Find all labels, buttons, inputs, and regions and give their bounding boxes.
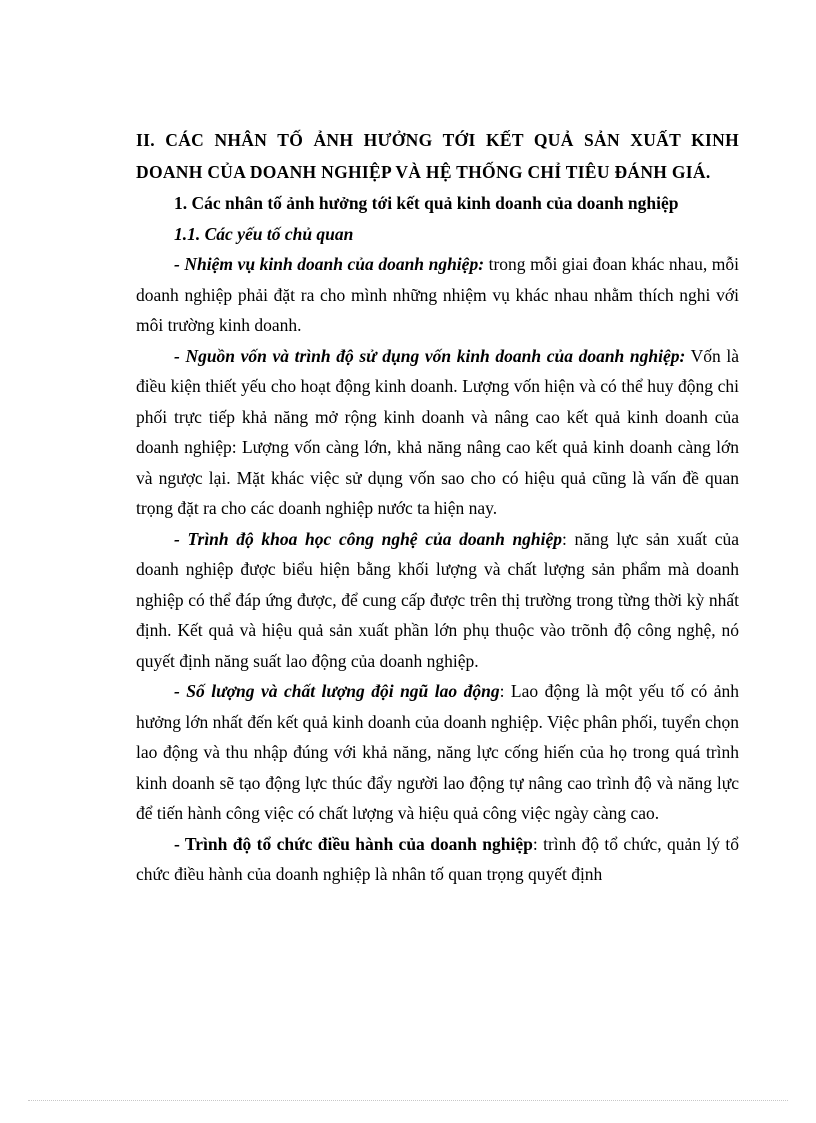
- paragraph-management: [136, 829, 739, 890]
- subheading: 1. Các nhân tố ảnh hưởng tới kết quả kinh doanh của doanh nghiệp: [174, 193, 679, 213]
- paragraph-body: : năng lực sản xuất của doanh nghiệp được biểu hiện bằng khối lượng và chất lượng sản phẩm mà doanh nghiệp có thể đáp ứng được, để cung cấp được trên thị trường trong từng thời kỳ nhất định. Kết quả và hiệu quả sản xuất phần lớn phụ thuộc vào trõnh độ công nghệ, nó quyết định năng suất lao động của doanh nghiệp.: [136, 528, 739, 671]
- paragraph-body: trong mỗi giai đoan khác nhau, mỗi doanh nghiệp phải đặt ra cho mình những nhiệm vụ khác nhau nhằm thích nghi với môi trường kinh doanh.: [136, 254, 740, 335]
- document-page: [136, 124, 739, 890]
- paragraph-lead: - Trình độ tổ chức điều hành của doanh nghiệp: [174, 833, 533, 854]
- paragraph-body: : trình độ tổ chức, quản lý tổ chức điều hành của doanh nghiệp là nhân tố quan trọng quyết định: [136, 833, 739, 884]
- paragraph-business-mission: [136, 249, 739, 341]
- paragraph-capital: [136, 341, 739, 524]
- paragraph-lead: - Nguồn vốn và trình độ sử dụng vốn kinh doanh của doanh nghiệp:: [174, 345, 686, 366]
- paragraph-body: : Lao động là một yếu tố có ảnh hưởng lớn nhất đến kết quả kinh doanh của doanh nghiệp. Việc phân phối, tuyển chọn lao động và thu nhập đúng với khả năng, năng lực cống hiến của họ trong quá trình kinh doanh sẽ tạo động lực thúc đẩy người lao động tự nâng cao trình độ và năng lực để tiến hành công việc có chất lượng và hiệu quả công việc ngày càng cao.: [136, 681, 739, 823]
- paragraph-body: Vốn là điều kiện thiết yếu cho hoạt động kinh doanh. Lượng vốn hiện và có thể huy động chi phối trực tiếp khả năng mở rộng kinh doanh và nâng cao kết quả kinh doanh của doanh nghiệp: Lượng vốn càng lớn, khả năng nâng cao kết quả kinh doanh càng lớn và ngược lại. Mặt khác việc sử dụng vốn sao cho có hiệu quả cũng là vấn đề quan trọng đặt ra cho các doanh nghiệp nước ta hiện nay.: [136, 345, 740, 518]
- section-heading: II. CÁC NHÂN TỐ ẢNH HƯỞNG TỚI KẾT QUẢ SẢN XUẤT KINH DOANH CỦA DOANH NGHIỆP VÀ HỆ THỐNG CHỈ TIÊU ĐÁNH GIÁ.: [136, 130, 739, 182]
- page-bottom-divider: [28, 1100, 788, 1101]
- subsubheading: 1.1. Các yếu tố chủ quan: [174, 223, 354, 244]
- paragraph-lead: - Nhiệm vụ kinh doanh của doanh nghiệp:: [174, 254, 485, 274]
- paragraph-lead: - Trình độ khoa học công nghệ của doanh nghiệp: [174, 528, 563, 549]
- paragraph-technology: [136, 524, 739, 677]
- paragraph-lead: - Số lượng và chất lượng đội ngũ lao động: [174, 681, 500, 701]
- paragraph-labor: [136, 676, 739, 829]
